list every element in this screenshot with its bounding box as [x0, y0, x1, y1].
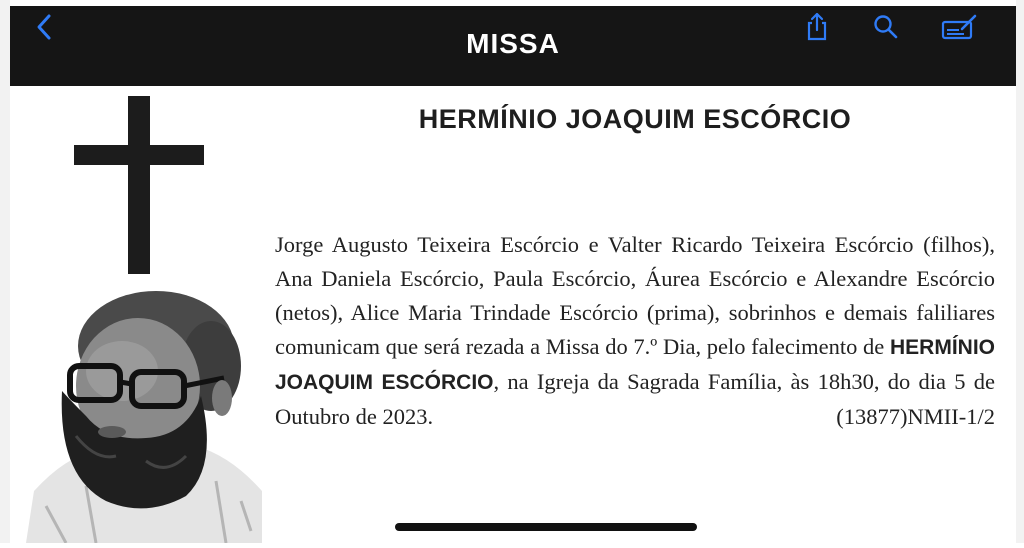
compose-icon[interactable] [940, 12, 980, 47]
page-title: MISSA [466, 28, 560, 59]
screen-edge-left [0, 0, 10, 543]
reference-code: (13877)NMII-1/2 [836, 404, 995, 429]
navigation-bar [10, 6, 1016, 86]
cross-vertical-bar [128, 96, 150, 274]
screen-edge-right [1016, 0, 1024, 543]
announcement-text: Jorge Augusto Teixeira Escórcio e Valter Ricardo Teixeira Escórcio (filhos), Ana Daniela Escórcio, Paula Escórcio, Áurea Escórcio e Alexandre Escórcio (netos), Alice Maria Trindade Escórcio (prima), sobrinhos e demais faliliares comunicam que será rezada a Missa do 7.º Dia, pelo falecimento de [275, 232, 995, 359]
obituary-text [275, 228, 995, 434]
portrait-photo [26, 286, 262, 543]
deceased-name-heading: HERMÍNIO JOAQUIM ESCÓRCIO [418, 104, 852, 134]
cross-horizontal-bar [74, 145, 204, 165]
announcement-text-end: , na Igreja da Sagrada Família, às 18h30, do dia 5 de Outubro de 2023. [275, 369, 996, 429]
share-icon[interactable] [804, 12, 830, 47]
search-icon[interactable] [872, 12, 900, 47]
home-indicator[interactable] [395, 523, 697, 531]
deceased-name-inline: HERMÍNIO JOAQUIM ESCÓRCIO [275, 336, 995, 394]
